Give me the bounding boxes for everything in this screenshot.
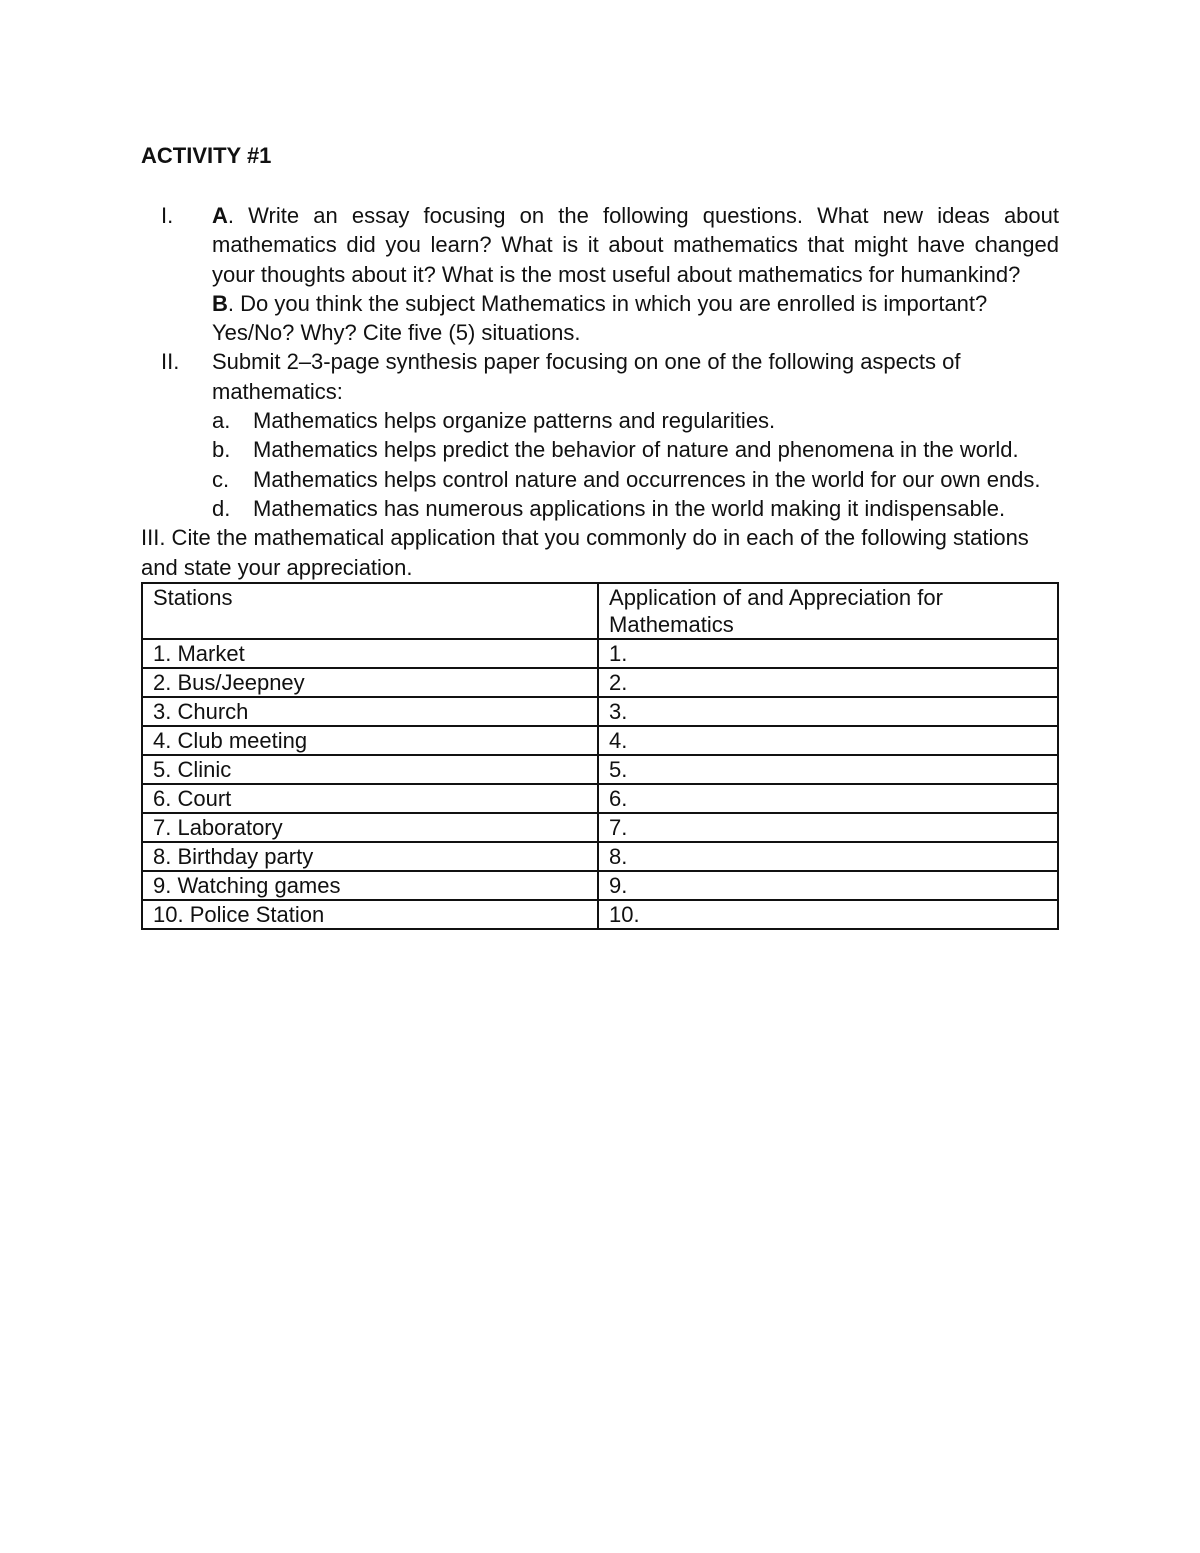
list-item — [212, 435, 1059, 464]
section-2 — [141, 347, 1059, 523]
list-item-text: Mathematics helps organize patterns and regularities. — [253, 408, 776, 434]
application-cell: 7. — [598, 813, 1058, 842]
list-item-letter: b. — [212, 437, 231, 463]
application-cell: 2. — [598, 668, 1058, 697]
station-cell: 2. Bus/Jeepney — [142, 668, 598, 697]
part-a-label: A — [212, 203, 228, 228]
table-row — [142, 639, 1058, 668]
stations-table — [141, 582, 1059, 930]
list-item-letter: d. — [212, 495, 231, 521]
application-cell: 10. — [598, 900, 1058, 929]
list-item-text: Mathematics helps control nature and occurrences in the world for our own ends. — [253, 466, 1041, 492]
part-b-text: . Do you think the subject Mathematics in which you are enrolled is important? Yes/No? Why? Cite five (5) situations. — [212, 290, 988, 346]
header-application: Application of and Appreciation for Mathematics — [598, 583, 1058, 639]
station-cell: 1. Market — [142, 639, 598, 668]
application-cell: 1. — [598, 639, 1058, 668]
section-1-numeral: I. — [161, 203, 174, 228]
table-row — [142, 668, 1058, 697]
list-item-text: Mathematics has numerous applications in the world making it indispensable. — [253, 495, 1006, 521]
part-a-text: . Write an essay focusing on the following questions. What new ideas about mathematics did you learn? What is it about mathematics that might have changed your thoughts about it? What is the most useful about mathematics for humankind? — [212, 203, 1059, 287]
station-cell: 9. Watching games — [142, 871, 598, 900]
station-cell: 4. Club meeting — [142, 726, 598, 755]
list-item-text: Mathematics helps predict the behavior of nature and phenomena in the world. — [253, 437, 1019, 463]
application-cell: 4. — [598, 726, 1058, 755]
station-cell: 8. Birthday party — [142, 842, 598, 871]
list-item — [212, 494, 1059, 523]
list-item-letter: a. — [212, 408, 231, 434]
section-3-text: III. Cite the mathematical application that you commonly do in each of the following stations and state your appreciation. — [141, 525, 1029, 580]
table-row — [142, 784, 1058, 813]
table-row — [142, 900, 1058, 929]
application-cell: 3. — [598, 697, 1058, 726]
part-b-label: B — [212, 290, 228, 316]
table-header-row — [142, 583, 1058, 639]
application-cell: 8. — [598, 842, 1058, 871]
section-1 — [141, 201, 1059, 347]
station-cell: 5. Clinic — [142, 755, 598, 784]
document-page — [141, 140, 1059, 930]
station-cell: 6. Court — [142, 784, 598, 813]
table-row — [142, 697, 1058, 726]
section-2-numeral: II. — [161, 349, 180, 375]
application-cell: 5. — [598, 755, 1058, 784]
list-item-letter: c. — [212, 466, 230, 492]
section-2-intro: Submit 2–3-page synthesis paper focusing on one of the following aspects of mathematics: — [212, 349, 961, 404]
section-1-part-b — [212, 289, 1059, 348]
section-1-part-a — [212, 201, 1059, 289]
table-row — [142, 871, 1058, 900]
station-cell: 10. Police Station — [142, 900, 598, 929]
application-cell: 9. — [598, 871, 1058, 900]
application-cell: 6. — [598, 784, 1058, 813]
activity-title: ACTIVITY #1 — [141, 143, 272, 168]
list-item — [212, 406, 1059, 435]
list-item — [212, 465, 1059, 494]
table-row — [142, 726, 1058, 755]
table-row — [142, 842, 1058, 871]
table-row — [142, 755, 1058, 784]
header-stations: Stations — [142, 583, 598, 639]
station-cell: 3. Church — [142, 697, 598, 726]
station-cell: 7. Laboratory — [142, 813, 598, 842]
table-row — [142, 813, 1058, 842]
